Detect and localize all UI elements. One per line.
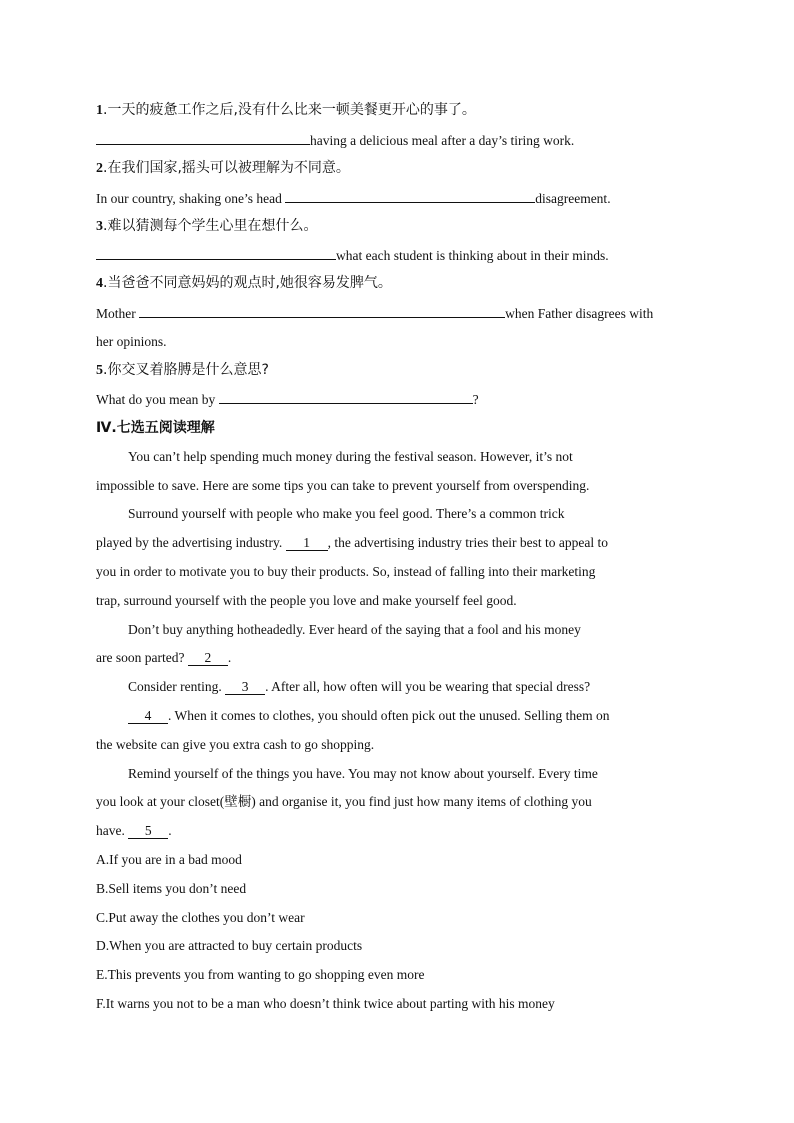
passage-line: Surround yourself with people who make you feel good. There’s a common trick xyxy=(128,506,565,521)
question-1-sentence: having a delicious meal after a day’s tiring work. xyxy=(96,132,696,149)
passage-line: Consider renting. 3 . After all, how often will you be wearing that special dress? xyxy=(128,679,591,694)
option-a: A.If you are in a bad mood xyxy=(96,852,242,867)
answer-blank-2[interactable] xyxy=(285,190,535,203)
passage-blank-3[interactable]: 3 xyxy=(225,680,265,695)
answer-blank-1[interactable] xyxy=(96,132,310,145)
passage-line: impossible to save. Here are some tips you can take to prevent yourself from overspending. xyxy=(96,478,590,493)
question-4-continued: her opinions. xyxy=(96,334,167,349)
passage-blank-1[interactable]: 1 xyxy=(286,536,328,551)
passage-line: You can’t help spending much money during the festival season. However, it’s not xyxy=(128,449,573,464)
answer-blank-5[interactable] xyxy=(219,391,473,404)
question-2-sentence: In our country, shaking one’s head disagreement. xyxy=(96,191,611,206)
passage-line: you in order to motivate you to buy their products. So, instead of falling into their marketing xyxy=(96,564,596,579)
question-3-sentence: what each student is thinking about in their minds. xyxy=(96,247,696,264)
option-d: D.When you are attracted to buy certain products xyxy=(96,938,363,953)
passage-blank-2[interactable]: 2 xyxy=(188,651,228,666)
option-c: C.Put away the clothes you don’t wear xyxy=(96,910,305,925)
option-e: E.This prevents you from wanting to go shopping even more xyxy=(96,967,425,982)
passage-line: the website can give you extra cash to go shopping. xyxy=(96,737,375,752)
passage-line: Don’t buy anything hotheadedly. Ever heard of the saying that a fool and his money xyxy=(128,622,581,637)
question-4-prompt: 4.当爸爸不同意妈妈的观点时,她很容易发脾气。 xyxy=(96,275,392,291)
question-5-prompt: 5.你交叉着胳膊是什么意思? xyxy=(96,362,269,378)
question-4-sentence: Mother when Father disagrees with xyxy=(96,306,654,321)
passage-line: are soon parted? 2 . xyxy=(96,650,232,665)
question-2-prompt: 2.在我们国家,摇头可以被理解为不同意。 xyxy=(96,160,350,176)
passage-line: Remind yourself of the things you have. You may not know about yourself. Every time xyxy=(128,766,598,781)
passage-line: you look at your closet(壁橱) and organise it, you find just how many items of clothing you xyxy=(96,794,592,809)
passage-line: trap, surround yourself with the people you love and make yourself feel good. xyxy=(96,593,517,608)
question-1-prompt: 1.一天的疲惫工作之后,没有什么比来一顿美餐更开心的事了。 xyxy=(96,102,476,118)
passage-blank-4[interactable]: 4 xyxy=(128,709,168,724)
section-title: Ⅳ.七选五阅读理解 xyxy=(96,420,215,436)
option-b: B.Sell items you don’t need xyxy=(96,881,247,896)
passage-line: played by the advertising industry. 1 , the advertising industry tries their best to appeal to xyxy=(96,535,609,550)
answer-blank-3[interactable] xyxy=(96,247,336,260)
question-3-prompt: 3.难以猜测每个学生心里在想什么。 xyxy=(96,218,318,234)
passage-blank-5[interactable]: 5 xyxy=(128,824,168,839)
question-5-sentence: What do you mean by ? xyxy=(96,392,479,407)
option-f: F.It warns you not to be a man who doesn’t think twice about parting with his money xyxy=(96,996,555,1011)
answer-blank-4[interactable] xyxy=(139,305,505,318)
passage-line: 4 . When it comes to clothes, you should often pick out the unused. Selling them on xyxy=(128,708,698,724)
passage-line: have. 5 . xyxy=(96,823,172,838)
